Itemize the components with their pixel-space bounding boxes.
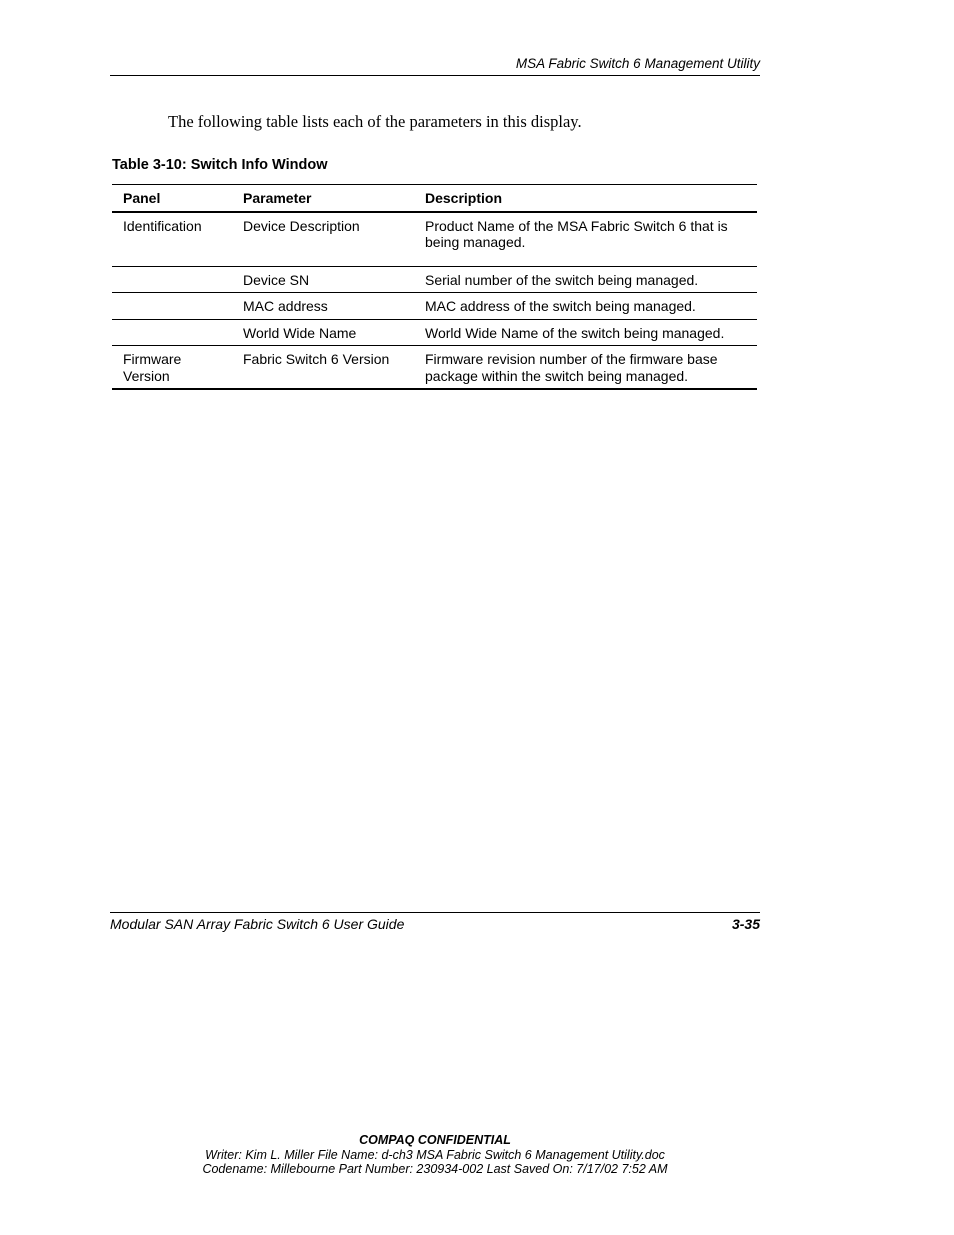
column-header-description: Description: [414, 185, 757, 212]
cell-description: World Wide Name of the switch being managed.: [414, 319, 757, 346]
cell-panel: Identification: [112, 212, 232, 267]
running-header: [110, 55, 760, 76]
cell-panel: [112, 293, 232, 320]
page-number: 3-35: [731, 916, 760, 932]
running-header-title: MSA Fabric Switch 6 Management Utility: [515, 56, 760, 71]
intro-paragraph: The following table lists each of the parameters in this display.: [168, 112, 582, 131]
confidential-title: COMPAQ CONFIDENTIAL: [359, 1133, 511, 1147]
table-caption: Table 3-10: Switch Info Window: [112, 157, 328, 173]
table-row: [112, 346, 757, 390]
column-header-parameter: Parameter: [232, 185, 414, 212]
cell-panel: [112, 266, 232, 293]
table-row: [112, 319, 757, 346]
cell-panel: [112, 319, 232, 346]
table-row: [112, 293, 757, 320]
confidential-block: [0, 1133, 870, 1177]
cell-parameter: Device SN: [232, 266, 414, 293]
cell-parameter: MAC address: [232, 293, 414, 320]
table-row: [112, 266, 757, 293]
column-header-panel: Panel: [112, 185, 232, 212]
cell-parameter: World Wide Name: [232, 319, 414, 346]
cell-parameter: Fabric Switch 6 Version: [232, 346, 414, 390]
table-row: [112, 212, 757, 267]
cell-parameter: Device Description: [232, 212, 414, 267]
cell-description: Product Name of the MSA Fabric Switch 6 that is being managed.: [414, 212, 757, 267]
confidential-codename-line: Codename: Millebourne Part Number: 230934-002 Last Saved On: 7/17/02 7:52 AM: [202, 1162, 668, 1176]
running-footer: [110, 912, 760, 933]
table-header-row: [112, 185, 757, 212]
cell-description: Serial number of the switch being managed.: [414, 266, 757, 293]
footer-guide-title: Modular SAN Array Fabric Switch 6 User Guide: [110, 916, 405, 932]
switch-info-table: [112, 184, 757, 390]
cell-description: Firmware revision number of the firmware base package within the switch being managed.: [414, 346, 757, 390]
confidential-writer-line: Writer: Kim L. Miller File Name: d-ch3 MSA Fabric Switch 6 Management Utility.doc: [205, 1147, 665, 1162]
cell-description: MAC address of the switch being managed.: [414, 293, 757, 320]
cell-panel: Firmware Version: [112, 346, 232, 390]
